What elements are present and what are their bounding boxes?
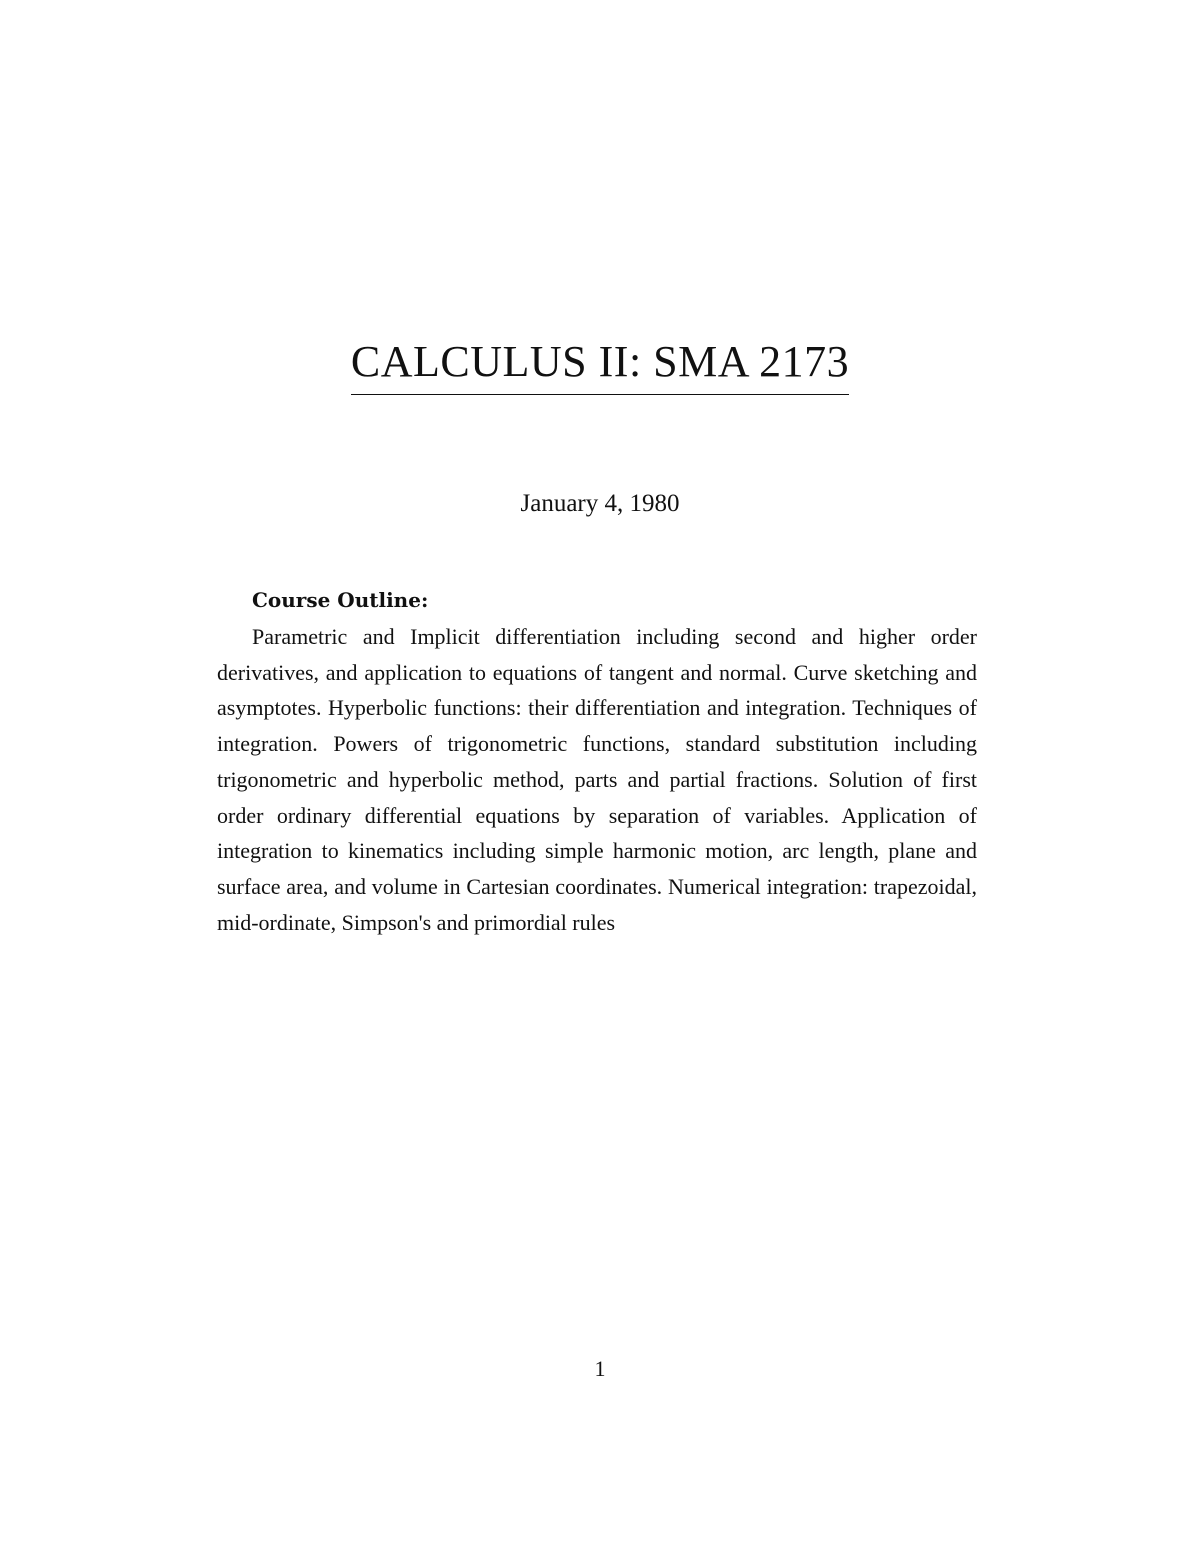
document-title: CALCULUS II: SMA 2173 (351, 334, 849, 395)
course-outline-heading: Course Outline: (252, 588, 429, 612)
course-outline-body: Parametric and Implicit differentiation including second and higher order derivatives, and application to equations of tangent and normal. Curve sketching and asymptotes. Hyperbolic functions: their differentiation and integration. Techniques of integration. Powers of trigonometric functions, standard substitution including trigonometric and hyperbolic method, parts and partial fractions. Solution of first order ordinary differential equations by separation of variables. Application of integration to kinematics including simple harmonic motion, arc length, plane and surface area, and volume in Cartesian coordinates. Numerical integration: trapezoidal, mid-ordinate, Simpson's and primordial rules (217, 624, 977, 935)
page-number: 1 (594, 1356, 606, 1381)
document-title-block (0, 334, 1200, 395)
document-date: January 4, 1980 (520, 490, 680, 517)
